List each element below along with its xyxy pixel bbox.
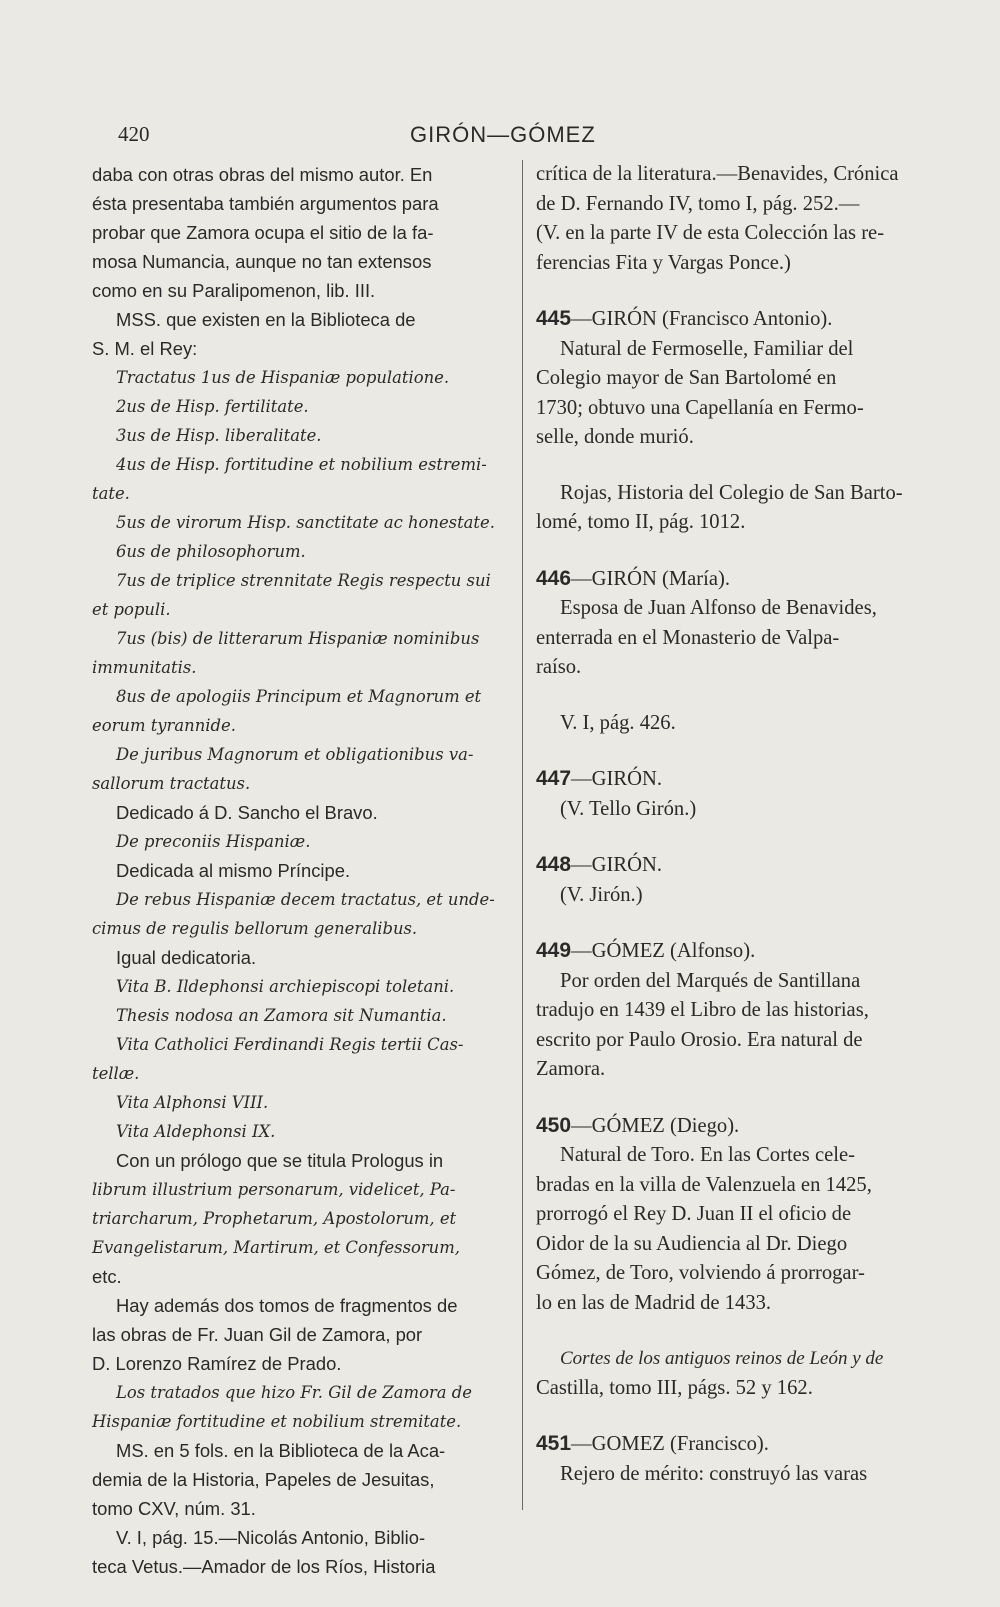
text-line: Cortes de los antiguos reinos de León y de [560, 1348, 884, 1369]
text-line: Rojas, Historia del Colegio de San Barto- [560, 481, 903, 504]
text-line: 3us de Hisp. liberalitate. [116, 426, 322, 445]
entry-heading [536, 564, 946, 595]
text-line: (V. Jirón.) [560, 883, 643, 906]
text-line: Natural de Fermoselle, Familiar del [560, 337, 854, 360]
text-line: Hispaniæ fortitudine et nobilium stremitate. [92, 1412, 462, 1431]
entry-name: —GIRÓN (María). [571, 567, 731, 590]
entry-name: —GÓMEZ (Diego). [571, 1114, 740, 1137]
text-line: Por orden del Marqués de Santillana [560, 969, 861, 992]
text-line: Vita Alphonsi VIII. [116, 1093, 269, 1112]
paragraph-gap [536, 1318, 946, 1344]
text-line: Zamora. [536, 1058, 606, 1080]
text-line: triarcharum, Prophetarum, Apostolorum, et [92, 1209, 457, 1228]
text-line: S. M. el Rey: [92, 338, 198, 359]
text-line: Con un prólogo que se titula Prologus in [116, 1150, 444, 1171]
entry-name: —GIRÓN (Francisco Antonio). [571, 308, 833, 330]
text-line: Castilla, tomo III, págs. 52 y 162. [536, 1376, 813, 1399]
text-line: probar que Zamora ocupa el sitio de la fa- [92, 222, 434, 243]
text-line: 1730; obtuvo una Capellanía en Fermo- [536, 396, 864, 419]
text-line: Gómez, de Toro, volviendo á prorrogar- [536, 1262, 865, 1284]
text-line: mosa Numancia, aunque no tan extensos [92, 251, 432, 272]
text-line: ésta presentaba también argumentos para [92, 193, 439, 214]
page-number: 420 [118, 122, 150, 146]
entry-name: —GIRÓN. [571, 768, 662, 790]
text-line: 2us de Hisp. fertilitate. [116, 397, 309, 416]
text-line: De preconiis Hispaniæ. [116, 832, 311, 851]
entry-number: 447 [536, 767, 572, 790]
entry-number: 448 [536, 853, 572, 876]
text-line: las obras de Fr. Juan Gil de Zamora, por [92, 1324, 423, 1345]
text-line: D. Lorenzo Ramírez de Prado. [92, 1353, 342, 1374]
text-line: tomo CXV, núm. 31. [92, 1498, 256, 1519]
text-line: tate. [92, 484, 130, 503]
text-line: 6us de philosophorum. [116, 542, 306, 561]
entry-heading [536, 1429, 946, 1460]
right-column [536, 160, 946, 1489]
text-line: Esposa de Juan Alfonso de Benavides, [560, 597, 877, 619]
text-line: eorum tyrannide. [92, 716, 236, 735]
entry-name: —GIRÓN. [571, 854, 662, 876]
text-line: 4us de Hisp. fortitudine et nobilium estremi- [116, 455, 487, 474]
text-line: (V. en la parte IV de esta Colección las re- [536, 222, 885, 244]
text-line: V. I, pág. 426. [560, 711, 676, 734]
text-line: de D. Fernando IV, tomo I, pág. 252.— [536, 192, 860, 215]
text-line: Los tratados que hizo Fr. Gil de Zamora de [116, 1383, 472, 1402]
text-line: sallorum tractatus. [92, 774, 251, 793]
text-line: 7us de triplice strennitate Regis respectu sui [116, 571, 491, 590]
text-line: librum illustrium personarum, videlicet, Pa- [92, 1180, 456, 1199]
text-line: cimus de regulis bellorum generalibus. [92, 919, 418, 938]
text-line: escrito por Paulo Orosio. Era natural de [536, 1028, 863, 1051]
text-line: Dedicado á D. Sancho el Bravo. [116, 802, 378, 823]
text-line: ferencias Fita y Vargas Ponce.) [536, 251, 791, 274]
text-line: De juribus Magnorum et obligationibus va- [116, 745, 474, 764]
text-line: MS. en 5 fols. en la Biblioteca de la Aca- [116, 1440, 446, 1461]
text-line: 8us de apologiis Principum et Magnorum et [116, 687, 482, 706]
text-line: prorrogó el Rey D. Juan II el oficio de [536, 1203, 852, 1225]
entry-number: 449 [536, 939, 572, 962]
paragraph-gap [536, 683, 946, 709]
text-line: Oidor de la su Audiencia al Dr. Diego [536, 1232, 848, 1255]
text-line: crítica de la literatura.—Benavides, Crónica [536, 163, 899, 185]
text-line: daba con otras obras del mismo autor. En [92, 164, 433, 185]
entry-number: 450 [536, 1113, 572, 1137]
text-line: Tractatus 1us de Hispaniæ populatione. [116, 368, 450, 387]
text-line: 7us (bis) de litterarum Hispaniæ nominibus [116, 629, 480, 648]
text-line: Evangelistarum, Martirum, et Confessorum, [92, 1238, 460, 1257]
entry-number: 451 [536, 1432, 572, 1455]
text-line: Igual dedicatoria. [116, 947, 257, 968]
text-line: enterrada en el Monasterio de Valpa- [536, 626, 840, 649]
text-line: 5us de virorum Hisp. sanctitate ac honestate. [116, 513, 495, 532]
running-title: GIRÓN—GÓMEZ [410, 122, 596, 147]
entry-heading [536, 304, 946, 335]
paragraph-gap [536, 278, 946, 304]
paragraph-gap [536, 910, 946, 936]
text-line: bradas en la villa de Valenzuela en 1425, [536, 1173, 872, 1196]
entry-name: —GÓMEZ (Alfonso). [571, 940, 756, 962]
left-column [92, 160, 510, 1581]
text-line: De rebus Hispaniæ decem tractatus, et unde- [116, 890, 495, 909]
text-line: demia de la Historia, Papeles de Jesuitas, [92, 1469, 435, 1490]
text-line: como en su Paralipomenon, lib. III. [92, 280, 376, 301]
entry-heading [536, 850, 946, 881]
paragraph-gap [536, 824, 946, 850]
paragraph-gap [536, 738, 946, 764]
text-line: Vita B. Ildephonsi archiepiscopi toletani. [116, 977, 455, 996]
text-line: Rejero de mérito: construyó las varas [560, 1462, 868, 1485]
text-line: MSS. que existen en la Biblioteca de [116, 309, 416, 330]
entry-number: 446 [536, 566, 572, 590]
text-line: lomé, tomo II, pág. 1012. [536, 511, 746, 533]
text-line: V. I, pág. 15.—Nicolás Antonio, Biblio- [116, 1527, 426, 1548]
text-line: selle, donde murió. [536, 426, 694, 448]
entry-heading [536, 1111, 946, 1142]
paragraph-gap [536, 1085, 946, 1111]
text-line: tellæ. [92, 1064, 140, 1083]
entry-heading [536, 936, 946, 967]
entry-heading [536, 764, 946, 795]
text-line: (V. Tello Girón.) [560, 797, 697, 820]
paragraph-gap [536, 453, 946, 479]
text-line: teca Vetus.—Amador de los Ríos, Historia [92, 1556, 436, 1577]
text-line: Thesis nodosa an Zamora sit Numantia. [116, 1006, 447, 1025]
paragraph-gap [536, 1403, 946, 1429]
entry-number: 445 [536, 307, 572, 330]
text-line: immunitatis. [92, 658, 197, 677]
text-line: etc. [92, 1266, 122, 1287]
entry-name: —GOMEZ (Francisco). [571, 1433, 769, 1455]
text-line: Natural de Toro. En las Cortes cele- [560, 1144, 855, 1166]
column-divider [522, 160, 523, 1510]
text-line: Vita Catholici Ferdinandi Regis tertii Cas- [116, 1035, 464, 1054]
text-line: tradujo en 1439 el Libro de las historias, [536, 999, 869, 1021]
text-line: lo en las de Madrid de 1433. [536, 1291, 772, 1314]
text-line: Dedicada al mismo Príncipe. [116, 860, 351, 881]
text-line: et populi. [92, 600, 171, 619]
page-header [0, 122, 1000, 152]
paragraph-gap [536, 538, 946, 564]
text-line: Colegio mayor de San Bartolomé en [536, 367, 837, 389]
text-line: Hay además dos tomos de fragmentos de [116, 1295, 458, 1316]
text-line: raíso. [536, 656, 582, 678]
text-line: Vita Aldephonsi IX. [116, 1122, 276, 1141]
